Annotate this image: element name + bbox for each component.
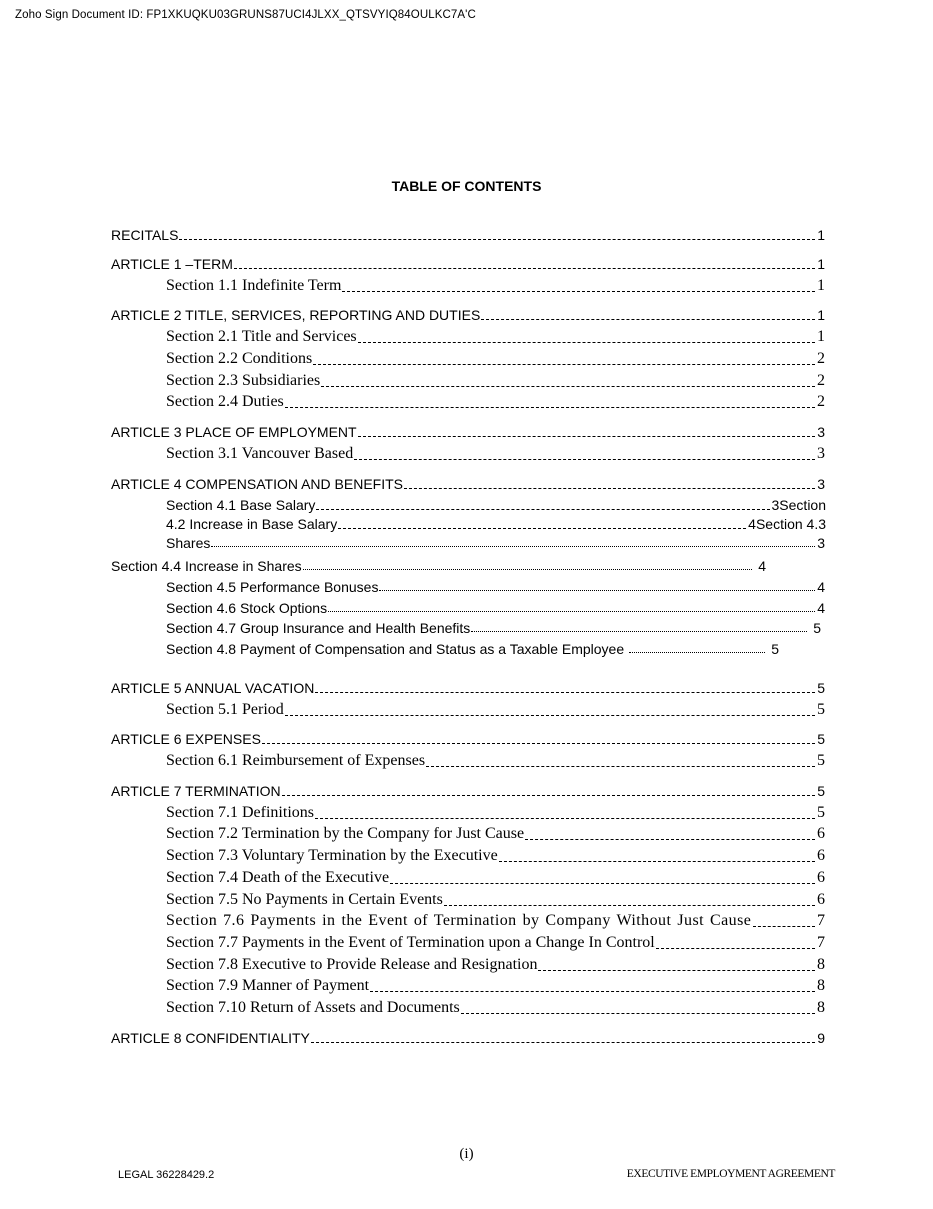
dot-leader <box>390 883 815 884</box>
toc-entry-label: Section 4.4 Increase in Shares <box>111 558 302 574</box>
dot-leader <box>234 268 815 269</box>
dot-leader <box>426 766 815 767</box>
dot-leader <box>211 546 815 547</box>
toc-page-number: 5 <box>817 752 825 769</box>
toc-page-number: 2 <box>817 350 825 367</box>
toc-entry-label: Section 2.3 Subsidiaries <box>166 372 321 389</box>
page-title: TABLE OF CONTENTS <box>391 178 542 194</box>
toc-page-number: 7 <box>817 912 825 929</box>
document-id: Zoho Sign Document ID: FP1XKUQKU03GRUNS87UCI4JLXX_QTSVYIQ84OULKC7A'C <box>15 9 476 21</box>
toc-entry-label: Section 2.2 Conditions <box>166 350 313 367</box>
dot-leader <box>525 839 815 840</box>
toc-entry-section-2-1[interactable] <box>166 329 825 345</box>
toc-page-number: 4Section 4.3 <box>748 516 826 532</box>
toc-page-number: 2 <box>817 393 825 410</box>
dot-leader <box>179 239 815 240</box>
toc-entry-section-7-3[interactable] <box>166 848 825 864</box>
toc-page-number: 4 <box>817 600 825 616</box>
dot-leader <box>354 459 815 460</box>
toc-entry-label: Section 2.4 Duties <box>166 393 284 410</box>
dot-leader <box>285 407 815 408</box>
dot-leader <box>282 795 816 796</box>
toc-entry-section-7-1[interactable] <box>166 805 825 821</box>
toc-entry-label: Section 7.6 Payments in the Event of Termination by Company Without Just Cause <box>166 912 752 929</box>
toc-page-number: 5 <box>813 620 821 636</box>
dot-leader <box>753 926 815 927</box>
toc-entry-label: ARTICLE 2 TITLE, SERVICES, REPORTING AND DUTIES <box>111 307 481 323</box>
toc-entry-article-3[interactable] <box>111 425 825 439</box>
dot-leader <box>338 528 746 529</box>
toc-entry-label: Section 1.1 Indefinite Term <box>166 277 342 294</box>
toc-entry-section-7-7[interactable] <box>166 935 825 951</box>
toc-entry-article-4[interactable] <box>111 477 825 491</box>
toc-entry-label: ARTICLE 7 TERMINATION <box>111 783 281 799</box>
toc-entry-label: Section 6.1 Reimbursement of Expenses <box>166 752 426 769</box>
toc-entry-section-5-1[interactable] <box>166 702 825 718</box>
dot-leader <box>404 488 815 489</box>
toc-entry-section-4-1[interactable] <box>166 498 826 512</box>
toc-entry-section-7-10[interactable] <box>166 1000 825 1016</box>
toc-entry-article-2[interactable] <box>111 308 825 322</box>
toc-page-number: 6 <box>817 869 825 886</box>
toc-entry-section-7-6[interactable] <box>166 913 825 929</box>
toc-entry-label: Section 4.6 Stock Options <box>166 600 328 616</box>
toc-entry-section-7-4[interactable] <box>166 870 825 886</box>
toc-entry-article-7[interactable] <box>111 784 825 798</box>
toc-entry-section-4-7[interactable] <box>166 621 821 635</box>
dot-leader <box>311 1042 815 1043</box>
toc-entry-article-1[interactable] <box>111 257 825 271</box>
toc-page-number: 8 <box>817 956 825 973</box>
toc-entry-label: Section 7.4 Death of the Executive <box>166 869 390 886</box>
toc-entry-section-2-3[interactable] <box>166 373 825 389</box>
page-number: (i) <box>459 1146 474 1162</box>
toc-entry-label: Section 4.8 Payment of Compensation and Status as a Taxable Employee <box>166 641 625 657</box>
toc-entry-label: Section 5.1 Period <box>166 701 284 718</box>
toc-page-number: 5 <box>771 641 779 657</box>
toc-entry-section-2-2[interactable] <box>166 351 825 367</box>
toc-entry-label: 4.2 Increase in Base Salary <box>166 516 338 532</box>
toc-entry-section-7-9[interactable] <box>166 978 825 994</box>
toc-page-number: 6 <box>817 891 825 908</box>
dot-leader <box>629 652 765 653</box>
dot-leader <box>656 948 815 949</box>
toc-entry-label: ARTICLE 6 EXPENSES <box>111 731 261 747</box>
dot-leader <box>379 590 815 591</box>
dot-leader <box>328 611 815 612</box>
toc-entry-section-4-2[interactable] <box>166 517 826 531</box>
toc-entry-label: Section 4.5 Performance Bonuses <box>166 579 379 595</box>
toc-entry-label: ARTICLE 1 –TERM <box>111 256 233 272</box>
dot-leader <box>315 692 815 693</box>
toc-page-number: 3 <box>817 445 825 462</box>
toc-page-number: 3Section <box>771 497 826 513</box>
toc-page-number: 9 <box>817 1030 825 1046</box>
toc-page-number: 5 <box>817 701 825 718</box>
toc-entry-section-4-8[interactable] <box>166 642 779 656</box>
dot-leader <box>471 631 807 632</box>
toc-page-number: 1 <box>817 277 825 294</box>
toc-entry-section-6-1[interactable] <box>166 753 825 769</box>
toc-entry-label: Section 7.1 Definitions <box>166 804 314 821</box>
toc-entry-article-5[interactable] <box>111 681 825 695</box>
toc-page-number: 5 <box>817 680 825 696</box>
toc-entry-section-7-8[interactable] <box>166 957 825 973</box>
toc-page-number: 1 <box>817 307 825 323</box>
toc-page-number: 1 <box>817 227 825 243</box>
dot-leader <box>370 991 815 992</box>
document-name: EXECUTIVE EMPLOYMENT AGREEMENT <box>626 1168 835 1180</box>
toc-entry-section-4-5[interactable] <box>166 580 825 594</box>
toc-entry-section-4-4[interactable] <box>111 559 766 573</box>
toc-page-number: 3 <box>817 424 825 440</box>
toc-entry-label: Section 2.1 Title and Services <box>166 328 357 345</box>
dot-leader <box>444 905 815 906</box>
dot-leader <box>303 569 753 570</box>
toc-entry-section-4-3[interactable] <box>166 536 825 550</box>
dot-leader <box>461 1013 815 1014</box>
toc-entry-label: Section 7.2 Termination by the Company for Just Cause <box>166 825 525 842</box>
toc-page-number: 5 <box>817 731 825 747</box>
toc-page-number: 5 <box>817 783 825 799</box>
dot-leader <box>538 970 815 971</box>
dot-leader <box>262 743 815 744</box>
toc-entry-label: ARTICLE 5 ANNUAL VACATION <box>111 680 315 696</box>
toc-entry-label: Shares <box>166 535 211 551</box>
dot-leader <box>316 509 769 510</box>
toc-entry-section-3-1[interactable] <box>166 446 825 462</box>
dot-leader <box>315 818 815 819</box>
toc-entry-label: ARTICLE 8 CONFIDENTIALITY <box>111 1030 310 1046</box>
toc-entry-article-6[interactable] <box>111 732 825 746</box>
dot-leader <box>342 291 815 292</box>
toc-page-number: 8 <box>817 999 825 1016</box>
toc-page-number: 8 <box>817 977 825 994</box>
toc-entry-label: ARTICLE 3 PLACE OF EMPLOYMENT <box>111 424 357 440</box>
toc-page-number: 4 <box>758 558 766 574</box>
toc-entry-label: Section 4.1 Base Salary <box>166 497 316 513</box>
toc-page-number: 3 <box>817 476 825 492</box>
toc-page-number: 2 <box>817 372 825 389</box>
toc-page-number: 1 <box>817 328 825 345</box>
dot-leader <box>481 319 815 320</box>
toc-entry-label: Section 7.8 Executive to Provide Release and Resignation <box>166 956 538 973</box>
toc-entry-section-4-6[interactable] <box>166 601 825 615</box>
toc-page-number: 4 <box>817 579 825 595</box>
toc-entry-label: ARTICLE 4 COMPENSATION AND BENEFITS <box>111 476 403 492</box>
toc-entry-section-2-4[interactable] <box>166 394 825 410</box>
toc-page-number: 5 <box>817 804 825 821</box>
toc-page-number: 6 <box>817 825 825 842</box>
toc-entry-label: Section 7.3 Voluntary Termination by the Executive <box>166 847 498 864</box>
toc-entry-section-1-1[interactable] <box>166 278 825 294</box>
dot-leader <box>358 342 815 343</box>
toc-page-number: 1 <box>817 256 825 272</box>
toc-entry-recitals[interactable] <box>111 228 825 242</box>
toc-entry-label: Section 7.10 Return of Assets and Documents <box>166 999 460 1016</box>
toc-page-number: 3 <box>817 535 825 551</box>
toc-entry-section-7-2[interactable] <box>166 826 825 842</box>
toc-entry-section-7-5[interactable] <box>166 892 825 908</box>
legal-reference: LEGAL 36228429.2 <box>118 1169 215 1181</box>
toc-page-number: 7 <box>817 934 825 951</box>
toc-entry-label: Section 7.5 No Payments in Certain Events <box>166 891 443 908</box>
toc-entry-label: Section 7.7 Payments in the Event of Termination upon a Change In Control <box>166 934 655 951</box>
toc-entry-label: Section 3.1 Vancouver Based <box>166 445 354 462</box>
dot-leader <box>285 715 815 716</box>
toc-entry-label: Section 7.9 Manner of Payment <box>166 977 370 994</box>
toc-entry-label: RECITALS <box>111 227 179 243</box>
dot-leader <box>358 436 816 437</box>
dot-leader <box>313 364 815 365</box>
toc-page-number: 6 <box>817 847 825 864</box>
toc-entry-article-8[interactable] <box>111 1031 825 1045</box>
dot-leader <box>321 386 815 387</box>
dot-leader <box>499 861 815 862</box>
toc-entry-label: Section 4.7 Group Insurance and Health Benefits <box>166 620 471 636</box>
